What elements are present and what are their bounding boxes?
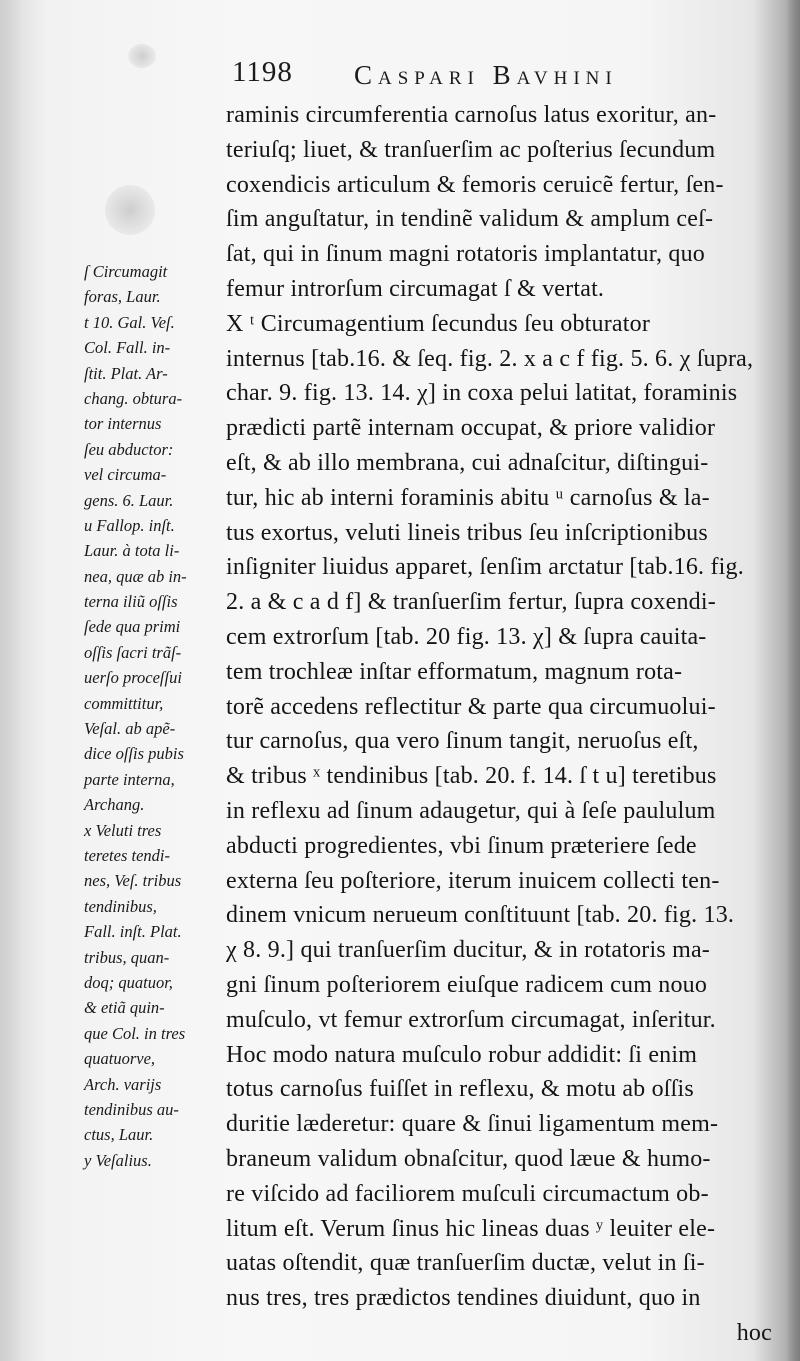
margin-note-line: foras, Laur. <box>84 287 161 307</box>
text-line: duritie læderetur: quare & ſinui ligamentum mem- <box>226 1111 719 1138</box>
text-line: χ 8. 9.] qui tranſuerſim ducitur, & in rotatoris ma- <box>226 937 710 964</box>
text-line: teriuſq; liuet, & tranſuerſim ac poſterius ſecundum <box>226 136 716 163</box>
margin-note-line: dice oſſis pubis <box>84 744 184 764</box>
margin-note-line: ſeu abductor: <box>84 439 174 459</box>
text-line: in reflexu ad ſinum adaugetur, qui à ſeſe paululum <box>226 797 716 824</box>
margin-note-line: committitur, <box>84 693 164 713</box>
marginal-notes-column <box>84 259 234 1173</box>
margin-note-line: oſſis ſacri trãſ- <box>84 642 182 662</box>
margin-note-line: ſede qua primi <box>84 617 181 637</box>
margin-note-line: chang. obtura- <box>84 388 183 408</box>
margin-note-line: teretes tendi- <box>84 845 170 865</box>
text-line: hoc <box>736 1319 772 1346</box>
margin-note-line: tendinibus, <box>84 896 157 916</box>
text-line: tem trochleæ inſtar efformatum, magnum rota- <box>226 658 683 685</box>
text-line: raminis circumferentia carnoſus latus exoritur, an- <box>226 102 717 128</box>
margin-note-line: uerſo proceſſui <box>84 668 182 688</box>
margin-note-line: tor internus <box>84 414 162 434</box>
text-line: cem extrorſum [tab. 20 fig. 13. χ] & ſupra cauita- <box>226 623 707 650</box>
text-line: totus carnoſus fuiſſet in reflexu, & motu ab oſſis <box>226 1076 694 1103</box>
margin-note-line: Laur. à tota li- <box>84 541 180 561</box>
text-line: tus exortus, veluti lineis tribus ſeu inſcriptionibus <box>226 519 708 546</box>
text-line: internus [tab.16. & ſeq. fig. 2. x a c f fig. 5. 6. χ ſupra, <box>226 345 754 372</box>
text-line: tur, hic ab interni foraminis abitu ᵘ carnoſus & la- <box>226 484 710 511</box>
margin-note-line: ſ Circumagit <box>84 262 168 281</box>
text-line: 2. a & c a d f] & tranſuerſim fertur, ſupra coxendi- <box>226 589 716 616</box>
main-text-column <box>226 98 786 1351</box>
text-line: abducti progredientes, vbi ſinum præteriere ſede <box>226 832 697 859</box>
text-line: torẽ accedens reflectitur & parte qua circumuolui- <box>226 693 716 720</box>
margin-note-line: Col. Fall. in- <box>84 338 171 358</box>
running-head: Caspari Bavhini <box>354 60 618 90</box>
margin-note-line: doq; quatuor, <box>84 972 173 992</box>
text-line: re viſcido ad faciliorem muſculi circumactum ob- <box>226 1180 709 1207</box>
text-line: inſigniter liuidus apparet, ſenſim arctatur [tab.16. fig. <box>226 554 744 581</box>
margin-note-line: Veſal. ab apẽ- <box>84 719 176 739</box>
text-line: muſculo, vt femur extrorſum circumagat, inſeritur. <box>226 1006 716 1033</box>
text-line: gni ſinum poſteriorem eiuſque radicem cum nouo <box>226 971 708 998</box>
text-line: femur introrſum circumagat ſ & vertat. <box>226 275 605 302</box>
margin-note-line: Archang. <box>84 795 145 815</box>
text-line: braneum validum obnaſcitur, quod læue & humo- <box>226 1145 711 1172</box>
text-line: ſim anguſtatur, in tendinẽ validum & amplum ceſ- <box>226 206 714 233</box>
margin-note-line: terna iliũ oſſis <box>84 592 178 612</box>
margin-note-line: nes, Veſ. tribus <box>84 871 182 891</box>
text-line: & tribus ˣ tendinibus [tab. 20. f. 14. ſ t u] teretibus <box>226 763 717 790</box>
text-line: tur carnoſus, qua vero ſinum tangit, neruoſus eſt, <box>226 728 699 755</box>
text-line: Hoc modo natura muſculo robur addidit: ſi enim <box>226 1041 698 1068</box>
margin-note-line: vel circuma- <box>84 465 167 485</box>
paper-stain <box>128 44 156 68</box>
text-line: nus tres, tres prædictos tendines diuidunt, quo in <box>226 1285 701 1312</box>
margin-note-line: & etiã quin- <box>84 998 165 1018</box>
text-line: ſat, qui in ſinum magni rotatoris implantatur, quo <box>226 241 705 268</box>
text-line: externa ſeu poſteriore, iterum inuicem collecti ten- <box>226 867 720 894</box>
text-line: uatas oſtendit, quæ tranſuerſim ductæ, velut in ſi- <box>226 1250 705 1277</box>
margin-note-line: ſtit. Plat. Ar- <box>84 363 168 383</box>
page-header <box>232 50 792 100</box>
text-line: litum eſt. Verum ſinus hic lineas duas ʸ leuiter ele- <box>226 1215 716 1242</box>
margin-note-line: x Veluti tres <box>84 820 162 840</box>
margin-note-line: parte interna, <box>84 769 175 789</box>
margin-note-line: u Fallop. inſt. <box>84 515 175 535</box>
text-line: dinem vnicum nerueum conſtituunt [tab. 20. fig. 13. <box>226 902 735 929</box>
text-line: coxendicis articulum & femoris ceruicẽ fertur, ſen- <box>226 171 724 198</box>
margin-note-line: Fall. inſt. Plat. <box>84 922 182 942</box>
margin-note-line: ctus, Laur. <box>84 1125 154 1145</box>
margin-note-line: tendinibus au- <box>84 1099 179 1119</box>
page-edge-shadow <box>786 0 800 1361</box>
page-number: 1198 <box>232 56 293 88</box>
margin-note-line: nea, quæ ab in- <box>84 566 187 586</box>
margin-note-line: y Veſalius. <box>84 1150 152 1170</box>
page-gutter-shadow <box>0 0 22 1361</box>
margin-note-line: t 10. Gal. Veſ. <box>84 312 175 332</box>
margin-note-line: tribus, quan- <box>84 947 170 967</box>
margin-note-line: gens. 6. Laur. <box>84 490 174 510</box>
text-line: char. 9. fig. 13. 14. χ] in coxa pelui latitat, foraminis <box>226 380 738 407</box>
margin-note-line: quatuorve, <box>84 1049 156 1069</box>
text-line: X ᵗ Circumagentium ſecundus ſeu obturator <box>226 310 651 337</box>
margin-note-line: Arch. varijs <box>84 1074 162 1094</box>
text-line: eſt, & ab illo membrana, cui adnaſcitur, diſtingui- <box>226 449 709 476</box>
paper-stain <box>105 185 155 235</box>
text-line: prædicti partẽ internam occupat, & priore validior <box>226 415 716 442</box>
margin-note-line: que Col. in tres <box>84 1023 186 1043</box>
